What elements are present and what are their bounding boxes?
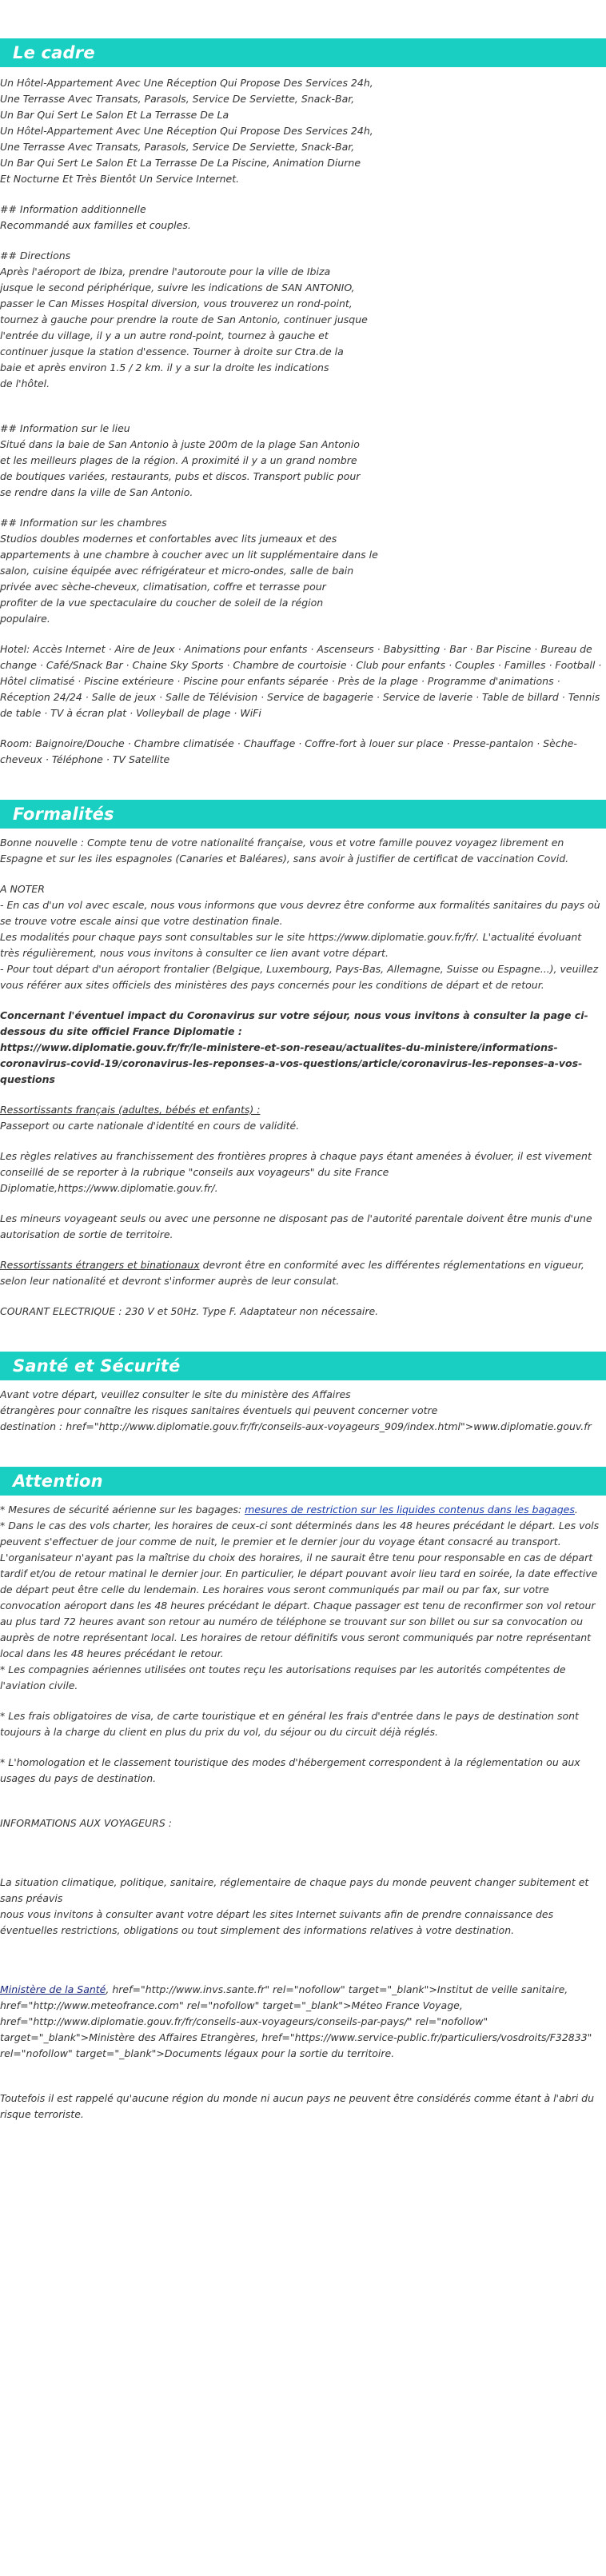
cadre-chambres: ## Information sur les chambres Studios doubles modernes et confortables avec lits jumeaux et des appartements à une chambre à coucher avec un lit supplémentaire dans le salon, cuisine équipée avec réfrigérateur et micro-ondes, salle de bain privée avec sèche-cheveux, climatisation, coffre et terrasse pour profiter de la vue spectaculaire du coucher de soleil de la région populaire. <box>0 517 378 625</box>
section-header-formalites: Formalités <box>0 800 606 829</box>
formalites-mineurs: Les mineurs voyageant seuls ou avec une personne ne disposant pas de l'autorité parentale doivent être munis d'une autorisation de sortie de territoire. <box>0 1212 596 1240</box>
cadre-hotel-amenities: Hotel: Accès Internet · Aire de Jeux · Animations pour enfants · Ascenseurs · Babysitting · Bar · Bar Piscine · Bureau de change · Café/Snack Bar · Chaine Sky Sports · Chambre de courtoisie · Club pour enfants · Couples · Familles · Football · Hôtel climatisé · Piscine extérieure · Piscine pour enfants séparée · Près de la plage · Programme d'animations · Réception 24/24 · Salle de jeux · Salle de Télévision · Service de bagagerie · Service de laverie · Table de billard · Tennis de table · TV à écran plat · Volleyball de plage · WiFi <box>0 643 605 719</box>
section-header-sante: Santé et Sécurité <box>0 1352 606 1380</box>
sante-text: Avant votre départ, veuillez consulter le site du ministère des Affaires étrangères pour connaître les risques sanitaires éventuels qui peuvent concerner votre destination : href="http://www.diplomatie.gouv.fr/fr/conseils-aux-voyageurs_909/index.html">www.diplomatie.gouv.fr <box>0 1388 592 1432</box>
liens-text: , href="http://www.invs.sante.fr" rel="nofollow" target="_blank">Institut de veille sanitaire, href="http://www.meteofrance.com" rel="nofollow" target="_blank">Méteo France Voyage, href="http://www.diplomatie.gouv.fr/fr/conseils-aux-voyageurs/conseils-par-pays/" rel="nofollow" target="_blank">Ministère des Affaires Etrangères, href="https://www.service-public.fr/particuliers/vosdroits/F32833" rel="nofollow" target="_blank">Documents légaux pour la sortie du territoire. <box>0 1983 596 2059</box>
formalites-bonne-nouvelle: Bonne nouvelle : Compte tenu de votre nationalité française, vous et votre famille pouvez voyagez librement en Espagne et sur les iles espagnoles (Canaries et Baléares), sans avoir à justifier de certificat de vaccination Covid. <box>0 837 569 865</box>
attention-vols-charter: * Dans le cas des vols charter, les horaires de ceux-ci sont déterminés dans les 48 heures précédant le départ. Les vols peuvent s'effectuer de jour comme de nuit, le premier et le dernier jour du voyage étant consacré au transport. L'organisateur n'ayant pas la maîtrise du choix des horaires, il ne saurait être tenu pour responsable en cas de départ tardif et/ou de retour matinal le dernier jour. En particulier, le départ pouvant avoir lieu tard en soirée, la date effective de départ peut être celle du lendemain. Les horaires vous seront communiqués par mail ou par fax, sur votre convocation aéroport dans les 48 heures précédant le départ. Chaque passager est tenu de reconfirmer son vol retour au plus tard 72 heures avant son retour au numéro de téléphone se trouvant sur son billet ou sur sa convocation ou auprès de notre représentant local. Les horaires de retour définitifs vous seront communiqués par notre représentant local dans les 48 heures précédant le retour. * Les compagnies aériennes utilisées ont toutes reçu les autorisations requises par les autorités compétentes de l'aviation civile. <box>0 1520 600 1691</box>
section-attention <box>0 1435 606 2139</box>
formalites-ressortissants-etrangers <box>0 1257 606 1289</box>
section-header-attention: Attention <box>0 1467 606 1496</box>
formalites-coronavirus: Concernant l'éventuel impact du Coronavirus sur votre séjour, nous vous invitons à consulter la page ci-dessous du site officiel France Diplomatie : https://www.diplomatie.gouv.fr/fr/le-ministere-et-son-reseau/actualites-du-ministere/informations-coronavirus-covid-19/coronavirus-les-reponses-a-vos-questions/article/coronavirus-les-reponses-a-vos-questions <box>0 1009 588 1085</box>
ministere-sante-link[interactable]: Ministère de la Santé <box>0 1983 106 1995</box>
cadre-lieu: ## Information sur le lieu Situé dans la baie de San Antonio à juste 200m de la plage San Antonio et les meilleurs plages de la région. A proximité il y a un grand nombre de boutiques variées, restaurants, pubs et discos. Transport public pour se rendre dans la ville de San Antonio. <box>0 422 361 498</box>
section-cadre <box>0 0 606 768</box>
formalites-courant-electrique: COURANT ELECTRIQUE : 230 V et 50Hz. Type F. Adaptateur non nécessaire. <box>0 1305 379 1317</box>
attention-terrorisme: Toutefois il est rappelé qu'aucune région du monde ni aucun pays ne peuvent être considérés comme étant à l'abri du risque terroriste. <box>0 2092 598 2120</box>
ressortissants-etrangers-heading: Ressortissants étrangers et binationaux <box>0 1259 200 1271</box>
attention-bagages <box>0 1502 606 1518</box>
ressortissants-etrangers-body: devront être en conformité avec les différentes réglementations en vigueur, selon leur nationalité et devront s'informer auprès de leur consulat. <box>0 1259 588 1287</box>
cadre-room-amenities: Room: Baignoire/Douche · Chambre climatisée · Chauffage · Coffre-fort à louer sur place · Presse-pantalon · Sèche-cheveux · Téléphone · TV Satellite <box>0 737 577 765</box>
cadre-directions: ## Directions Après l'aéroport de Ibiza, prendre l'autoroute pour la ville de Ibiza jusque le second périphérique, suivre les indications de SAN ANTONIO, passer le Can Misses Hospital diversion, vous trouverez un rond-point, tournez à gauche pour prendre la route de San Antonio, continuer jusque l'entrée du village, il y a un autre rond-point, tournez à gauche et continuer jusque la station d'essence. Tourner à droite sur Ctra.de la baie et après environ 1.5 / 2 km. il y a sur la droite les indications de l'hôtel. <box>0 250 368 389</box>
formalites-regles-frontieres: Les règles relatives au franchissement des frontières propres à chaque pays étant amenées à évoluer, il est vivement conseillé de se reporter à la rubrique "conseils aux voyageurs" du site France Diplomatie,https://www.diplomatie.gouv.fr/. <box>0 1150 595 1194</box>
section-formalites <box>0 768 606 1320</box>
attention-situation: La situation climatique, politique, sanitaire, réglementaire de chaque pays du monde peuvent changer subitement et sans préavis nous vous invitons à consulter avant votre départ les sites Internet suivants afin de prendre connaissance des éventuelles restrictions, obligations ou tout simplement des informations relatives à votre destination. <box>0 1876 589 1936</box>
bagages-prefix: * Mesures de sécurité aérienne sur les bagages: <box>0 1504 245 1516</box>
formalites-ressortissants-francais <box>0 1102 606 1134</box>
cadre-intro: Un Hôtel-Appartement Avec Une Réception Qui Propose Des Services 24h, Une Terrasse Avec Transats, Parasols, Service De Serviette, Snack-Bar, Un Bar Qui Sert Le Salon Et La Terrasse De La Un Hôtel-Appartement Avec Une Réception Qui Propose Des Services 24h, Une Terrasse Avec Transats, Parasols, Service De Serviette, Snack-Bar, Un Bar Qui Sert Le Salon Et La Terrasse De La Piscine, Animation Diurne Et Nocturne Et Très Bientôt Un Service Internet. <box>0 77 373 185</box>
ressortissants-francais-heading: Ressortissants français (adultes, bébés et enfants) : <box>0 1104 261 1116</box>
ressortissants-francais-body: Passeport ou carte nationale d'identité en cours de validité. <box>0 1120 300 1132</box>
attention-informations-voyageurs: INFORMATIONS AUX VOYAGEURS : <box>0 1817 172 1829</box>
attention-frais-visa: * Les frais obligatoires de visa, de carte touristique et en général les frais d'entrée dans le pays de destination sont toujours à la charge du client en plus du prix du vol, du séjour ou du circuit déjà réglés. <box>0 1710 582 1738</box>
liquides-restriction-link[interactable]: mesures de restriction sur les liquides contenus dans les bagages <box>245 1504 575 1516</box>
attention-homologation: * L'homologation et le classement touristique des modes d'hébergement correspondent à la réglementation ou aux usages du pays de destination. <box>0 1756 584 1784</box>
section-header-cadre: Le cadre <box>0 38 606 67</box>
section-sante <box>0 1320 606 1435</box>
attention-liens <box>0 1982 606 2062</box>
formalites-a-noter: A NOTER - En cas d'un vol avec escale, nous vous informons que vous devrez être conforme aux formalités sanitaires du pays où se trouve votre escale ainsi que votre destination finale. Les modalités pour chaque pays sont consultables sur le site https://www.diplomatie.gouv.fr/fr/. L'actualité évoluant très régulièrement, nous vous invitons à consulter ce lien avant votre départ. - Pour tout départ d'un aéroport frontalier (Belgique, Luxembourg, Pays-Bas, Allemagne, Suisse ou Espagne...), veuillez vous référer aux sites officiels des ministères des pays concernés pour les conditions de départ et de retour. <box>0 883 600 991</box>
bagages-suffix: . <box>574 1504 578 1516</box>
cadre-info-additionnelle: ## Information additionnelle Recommandé aux familles et couples. <box>0 203 191 231</box>
